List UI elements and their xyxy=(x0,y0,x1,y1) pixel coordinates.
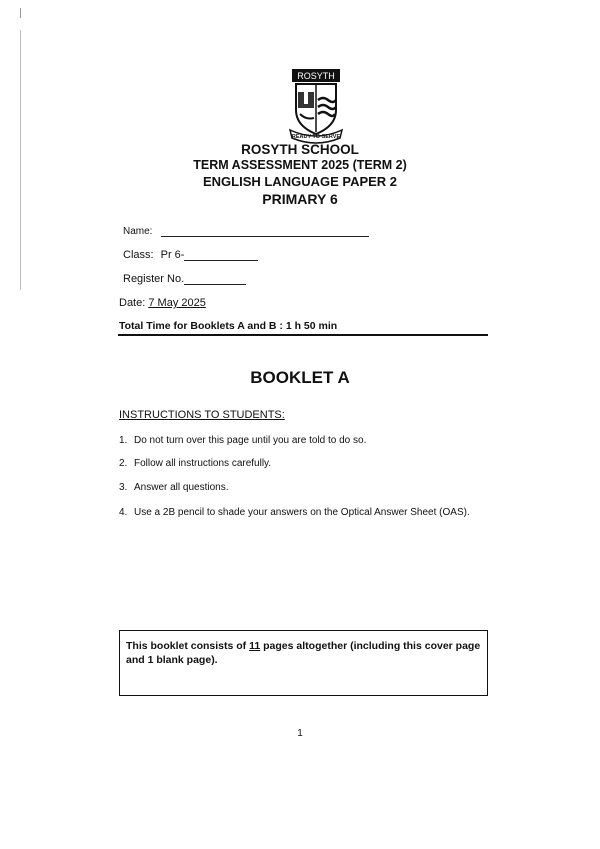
instruction-number: 2. xyxy=(119,458,128,469)
notice-page-count: 11 xyxy=(249,640,261,652)
paper-title: ENGLISH LANGUAGE PAPER 2 xyxy=(202,174,398,189)
register-field xyxy=(123,272,246,285)
register-line xyxy=(184,272,246,285)
name-label: Name: xyxy=(123,226,153,237)
date-label: Date: xyxy=(119,297,146,309)
total-time: Total Time for Booklets A and B : 1 h 50 min xyxy=(119,320,338,332)
date-field xyxy=(119,297,206,309)
school-crest-logo xyxy=(286,68,346,144)
instruction-text: Use a 2B pencil to shade your answers on the Optical Answer Sheet (OAS). xyxy=(134,507,470,518)
instruction-item xyxy=(119,458,271,469)
level-title: PRIMARY 6 xyxy=(262,191,338,207)
instruction-text: Follow all instructions carefully. xyxy=(134,458,272,469)
instruction-item xyxy=(119,507,470,518)
name-field xyxy=(123,224,369,237)
instruction-number: 4. xyxy=(119,507,128,518)
class-line xyxy=(184,248,258,261)
instructions-heading: INSTRUCTIONS TO STUDENTS: xyxy=(119,409,285,421)
assessment-title: TERM ASSESSMENT 2025 (TERM 2) xyxy=(193,158,407,172)
notice-prefix: This booklet consists of xyxy=(126,640,250,652)
booklet-title: BOOKLET A xyxy=(250,368,350,387)
class-prefix: Pr 6- xyxy=(160,249,185,261)
instruction-number: 1. xyxy=(119,435,128,446)
page-count-notice xyxy=(119,630,488,696)
name-line xyxy=(161,224,369,237)
notice-suffix: pages altogether (including this cover page and 1 blank page). xyxy=(126,640,481,667)
page-number: 1 xyxy=(297,728,303,739)
instruction-number: 3. xyxy=(119,482,128,493)
instruction-text: Answer all questions. xyxy=(134,482,229,493)
date-value: 7 May 2025 xyxy=(148,297,206,309)
instruction-text: Do not turn over this page until you are told to do so. xyxy=(134,435,367,446)
crest-motto-text: READY TO SERVE xyxy=(291,134,341,140)
scan-margin-mark xyxy=(20,8,21,18)
instruction-item xyxy=(119,482,229,493)
register-label: Register No. xyxy=(123,273,185,285)
instruction-item xyxy=(119,435,366,446)
school-name: ROSYTH SCHOOL xyxy=(241,142,359,157)
class-label: Class: xyxy=(123,249,154,261)
crest-banner-text: ROSYTH xyxy=(297,71,335,81)
divider-line xyxy=(118,334,488,336)
class-field xyxy=(123,248,258,261)
